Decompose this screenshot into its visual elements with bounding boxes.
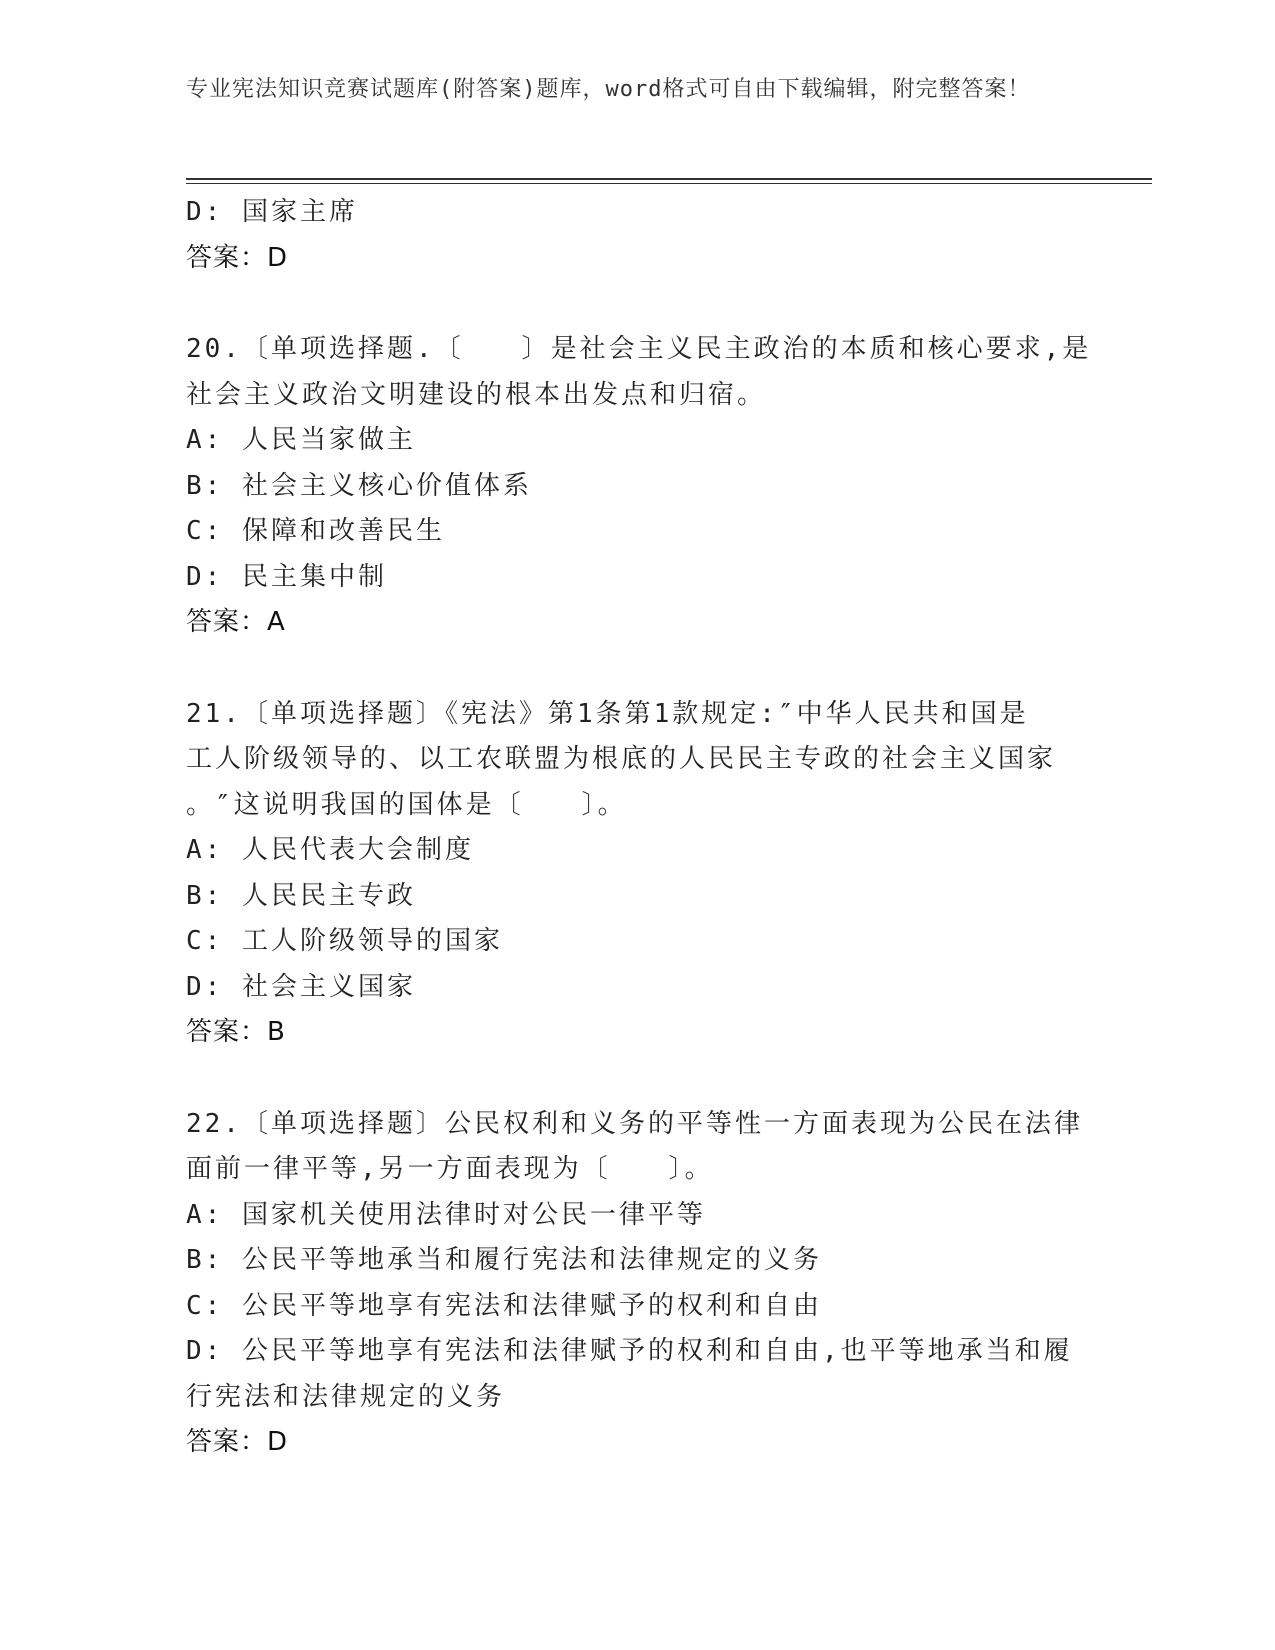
question-text-line: 。″这说明我国的国体是〔 〕。 xyxy=(186,789,627,820)
question-content xyxy=(186,190,1092,1466)
header-divider-thick xyxy=(186,178,1152,180)
option-a: A: 国家机关使用法律时对公民一律平等 xyxy=(186,1199,706,1230)
question-text-line: 社会主义政治文明建设的根本出发点和归宿。 xyxy=(186,379,767,410)
question-22 xyxy=(186,1102,1086,1466)
question-text-line: 20.〔单项选择题.〔 〕是社会主义民主政治的本质和核心要求,是 xyxy=(186,334,1092,364)
question-text-line: 工人阶级领导的、以工农联盟为根底的人民民主专政的社会主义国家 xyxy=(186,744,1057,774)
option-a: A: 人民代表大会制度 xyxy=(186,835,474,865)
document-header: 专业宪法知识竞赛试题库(附答案)题库，word格式可自由下载编辑，附完整答案！ xyxy=(186,77,1031,102)
header-divider-thin xyxy=(186,183,1152,184)
option-c: C: 公民平等地享有宪法和法律赋予的权利和自由 xyxy=(186,1290,822,1321)
option-b: B: 人民民主专政 xyxy=(186,880,416,911)
question-text-line: 面前一律平等,另一方面表现为〔 〕。 xyxy=(186,1154,714,1184)
answer: 答案：D xyxy=(186,242,289,273)
option-d: D: 国家主席 xyxy=(186,197,358,227)
answer: 答案：A xyxy=(186,607,286,637)
question-text-line: 22.〔单项选择题〕公民权利和义务的平等性一方面表现为公民在法律 xyxy=(186,1108,1083,1139)
option-c: C: 保障和改善民生 xyxy=(186,516,445,546)
option-d: D: 民主集中制 xyxy=(186,561,387,592)
option-d: D: 社会主义国家 xyxy=(186,971,416,1002)
answer: 答案：B xyxy=(186,1017,286,1047)
question-21 xyxy=(186,692,1086,1056)
option-c: C: 工人阶级领导的国家 xyxy=(186,926,503,956)
question-20 xyxy=(186,327,1092,646)
answer: 答案：D xyxy=(186,1427,289,1457)
option-a: A: 人民当家做主 xyxy=(186,425,416,455)
option-d-continued: 行宪法和法律规定的义务 xyxy=(186,1381,506,1412)
option-d: D: 公民平等地享有宪法和法律赋予的权利和自由,也平等地承当和履 xyxy=(186,1336,1073,1366)
question-text-line: 21.〔单项选择题〕《宪法》第1条第1款规定:″中华人民共和国是 xyxy=(186,698,1029,729)
option-b: B: 社会主义核心价值体系 xyxy=(186,470,532,501)
option-b: B: 公民平等地承当和履行宪法和法律规定的义务 xyxy=(186,1245,822,1275)
